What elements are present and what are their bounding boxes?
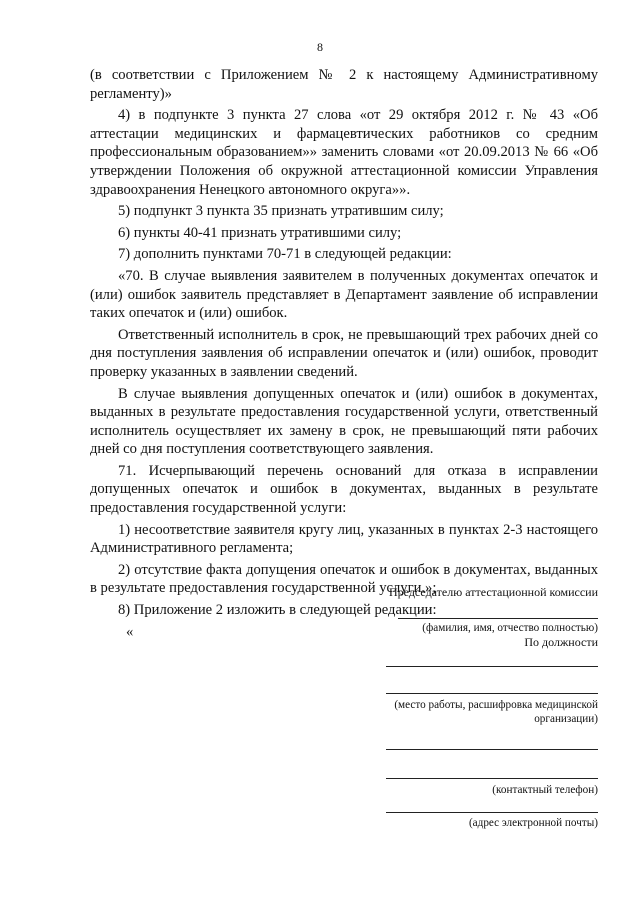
workplace-caption-cont: организации) [534, 713, 598, 725]
position-label: По должности [524, 635, 598, 649]
paragraph: 7) дополнить пунктами 70-71 в следующей редакции: [118, 246, 452, 263]
position-line [386, 666, 598, 667]
extra-line [386, 749, 598, 750]
paragraph: 6) пункты 40-41 признать утратившими силу; [118, 224, 402, 241]
addressee: Председателю аттестационной комиссии [388, 585, 598, 599]
paragraph: 1) несоответствие заявителя кругу лиц, указанных в пунктах 2-3 настоящего Административного регламента; [90, 521, 598, 557]
application-form-header [340, 585, 598, 829]
phone-line [386, 778, 598, 779]
document-body [90, 66, 598, 641]
paragraph: Ответственный исполнитель в срок, не превышающий трех рабочих дней со дня поступления заявления об исправлении опечаток и (или) ошибок, проводит проверку указанных в заявлении сведений. [90, 326, 598, 380]
paragraph: 71. Исчерпывающий перечень оснований для отказа в исправлении допущенных опечаток и ошибок в документах, выданных в результате предоставления государственной услуги: [90, 462, 598, 517]
paragraph: 8) Приложение 2 изложить в следующей редакции: [118, 602, 437, 619]
name-caption: (фамилия, имя, отчество полностью) [422, 622, 598, 634]
paragraph: 5) подпункт 3 пункта 35 признать утратившим силу; [118, 203, 444, 220]
paragraph: В случае выявления допущенных опечаток и (или) ошибок в документах, выданных в результате предоставления государственной услуги, ответственный исполнитель осуществляет их замену в срок, не превышающий пяти рабочих дней со дня поступления соответствующего заявления. [90, 385, 598, 458]
phone-caption: (контактный телефон) [492, 784, 598, 796]
opening-quote: « [126, 623, 134, 640]
paragraph: 4) в подпункте 3 пункта 27 слова «от 29 октября 2012 г. № 43 «Об аттестации медицинских и фармацевтических работников со средним профессиональным образованием»» заменить словами «от 20.09.2013 № 66 «Об утверждении Положения об окружной аттестационной комиссии Управления здравоохранения Ненецкого автономного округа»». [90, 107, 598, 198]
paragraph: «70. В случае выявления заявителем в полученных документах опечаток и (или) ошибок заявитель представляет в Департамент заявление об исправлении таких опечаток и (или) ошибок. [90, 267, 598, 322]
name-line [398, 618, 598, 619]
email-line [386, 812, 598, 813]
paragraph: 2) отсутствие факта допущения опечаток и ошибок в документах, выданных в результате предоставления государственной услуги.»; [90, 561, 598, 597]
email-caption: (адрес электронной почты) [468, 817, 598, 829]
page-number: 8 [317, 40, 323, 54]
workplace-caption: (место работы, расшифровка медицинской [394, 699, 598, 711]
workplace-line [386, 693, 598, 694]
paragraph: (в соответствии с Приложением № 2 к настоящему Административному регламенту)» [90, 67, 598, 102]
